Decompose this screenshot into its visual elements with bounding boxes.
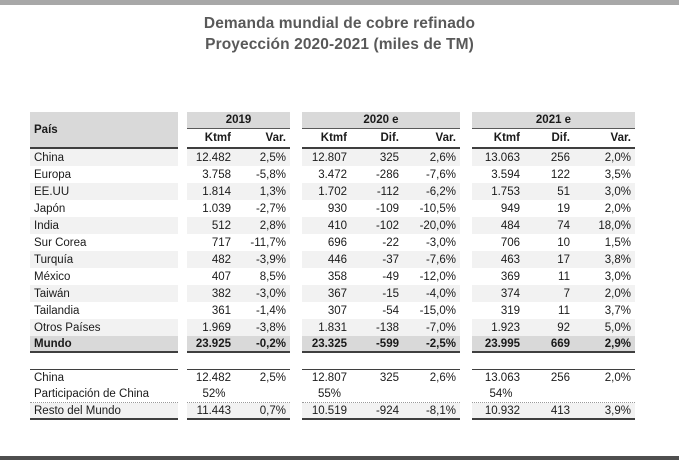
group-g2019 — [187, 251, 290, 268]
row-label: China — [30, 369, 178, 386]
column-gap — [290, 268, 302, 285]
column-gap — [178, 200, 187, 217]
cell-g2020-2: -7,6% — [425, 168, 456, 181]
subcolumn-header: Dif. — [551, 132, 570, 144]
row-label: Turquía — [30, 251, 178, 268]
cell-g2019-0: 12.482 — [195, 151, 231, 164]
cell-g2020-2: -7,0% — [425, 321, 456, 334]
group-g2021 — [472, 319, 635, 336]
group-g2020 — [302, 217, 460, 234]
cell-g2019-0: 11.443 — [196, 404, 231, 417]
table-row — [30, 200, 635, 217]
bottom-bar — [0, 456, 679, 460]
group-g2019 — [187, 336, 290, 353]
cell-g2020-0: 23.325 — [311, 337, 347, 350]
table-secondary-section — [30, 369, 635, 420]
copper-demand-table — [30, 112, 635, 420]
group-g2020 — [302, 200, 460, 217]
cell-g2021-1: 11 — [558, 304, 570, 317]
cell-g2020-1: 325 — [379, 372, 399, 384]
table-row — [30, 268, 635, 285]
cell-g2020-0: 696 — [327, 236, 347, 249]
table-row — [30, 251, 635, 268]
row-label: India — [30, 217, 178, 234]
column-gap — [178, 319, 187, 336]
column-gap — [460, 234, 472, 251]
cell-g2020-0: 410 — [327, 219, 347, 232]
group-g2021 — [472, 268, 635, 285]
row-label: Tailandia — [34, 304, 80, 317]
cell-g2021-1: 256 — [550, 151, 570, 164]
cell-g2021-0: 463 — [500, 253, 520, 266]
cell-g2020-0: 12.807 — [311, 372, 347, 384]
column-gap — [290, 112, 302, 149]
cell-g2019-0: 12.482 — [195, 372, 231, 384]
column-gap — [290, 369, 302, 386]
chart-title: Demanda mundial de cobre refinado — [203, 15, 476, 32]
column-gap — [460, 200, 472, 217]
cell-g2021-0: 10.932 — [484, 404, 520, 417]
cell-g2021-0: 1.753 — [491, 185, 520, 198]
cell-g2020-1: -138 — [375, 321, 399, 334]
column-gap — [178, 268, 187, 285]
cell-g2021-1: 122 — [550, 168, 570, 181]
group-g2019 — [187, 183, 290, 200]
cell-g2021-0: 369 — [500, 270, 520, 283]
year-label: 2021 e — [472, 112, 635, 129]
row-label: Otros Países — [30, 319, 178, 336]
column-gap — [290, 403, 302, 420]
group-g2021 — [472, 386, 635, 403]
cell-g2021-1: 17 — [557, 253, 570, 266]
row-label: Mundo — [30, 336, 178, 353]
cell-g2021-2: 3,8% — [604, 253, 631, 266]
cell-g2021-1: 74 — [557, 219, 570, 232]
column-gap — [460, 319, 472, 336]
column-gap — [178, 386, 187, 403]
cell-g2019-1: 0,7% — [259, 404, 286, 417]
table-row — [30, 166, 635, 183]
group-g2021 — [472, 149, 635, 166]
cell-g2020-0: 1.831 — [318, 321, 347, 334]
year-group-header-2019 — [187, 112, 290, 149]
cell-g2019-0: 1.814 — [202, 185, 231, 198]
column-gap — [460, 149, 472, 166]
cell-g2019-0: 23.925 — [195, 337, 231, 350]
cell-g2020-2: -3,0% — [425, 236, 456, 249]
group-g2020 — [302, 403, 460, 420]
table-row — [30, 302, 635, 319]
group-g2021 — [472, 234, 635, 251]
column-gap — [178, 302, 187, 319]
cell-g2021-2: 3,5% — [604, 168, 631, 181]
column-gap — [178, 403, 187, 420]
cell-g2021-1: 256 — [550, 372, 570, 384]
cell-g2021-2: 3,0% — [604, 270, 631, 283]
cell-g2020-0: 1.702 — [318, 185, 347, 198]
group-g2020 — [302, 234, 460, 251]
subcolumn-header-row — [302, 129, 460, 149]
cell-g2020-1: -286 — [375, 168, 399, 181]
cell-g2019-1: -5,8% — [255, 168, 286, 181]
cell-g2020-0: 367 — [327, 287, 347, 300]
group-g2019 — [187, 166, 290, 183]
cell-g2021-0: 13.063 — [484, 151, 520, 164]
cell-g2021-2: 18,0% — [598, 219, 631, 232]
row-label: Resto del Mundo — [30, 403, 178, 420]
column-gap — [460, 166, 472, 183]
cell-g2019-0: 1.969 — [202, 321, 231, 334]
column-gap — [290, 217, 302, 234]
cell-g2020-1: -22 — [382, 236, 399, 249]
table-row — [30, 234, 635, 251]
group-g2019 — [187, 217, 290, 234]
cell-g2021-2: 3,9% — [604, 404, 631, 417]
table-row — [30, 217, 635, 234]
cell-g2020-2: -4,0% — [425, 287, 456, 300]
group-g2019 — [187, 386, 290, 403]
group-g2021 — [472, 200, 635, 217]
column-gap — [460, 251, 472, 268]
table-row — [30, 149, 635, 166]
cell-g2021-1: 7 — [563, 287, 570, 300]
column-gap — [290, 149, 302, 166]
subcolumn-header-row — [187, 129, 290, 149]
cell-g2020-1: -49 — [382, 270, 399, 283]
column-gap — [178, 369, 187, 386]
cell-g2021-2: 2,9% — [604, 337, 631, 350]
subcolumn-header: Ktmf — [320, 132, 347, 144]
cell-g2021-0: 706 — [500, 236, 520, 249]
year-group-header-2020e — [302, 112, 460, 149]
cell-g2020-2: 2,6% — [429, 151, 456, 164]
cell-g2021-2: 3,7% — [604, 304, 631, 317]
group-g2019 — [187, 302, 290, 319]
cell-g2020-1: -599 — [375, 337, 399, 350]
cell-g2020-0: 307 — [327, 304, 347, 317]
subcolumn-header: Var. — [265, 132, 286, 144]
group-g2020 — [302, 386, 460, 403]
group-g2021 — [472, 403, 635, 420]
group-g2021 — [472, 336, 635, 353]
cell-g2021-0: 949 — [500, 202, 520, 215]
group-g2019 — [187, 285, 290, 302]
cell-g2020-2: -6,2% — [425, 185, 456, 198]
cell-g2020-0: 3.472 — [318, 168, 347, 181]
cell-g2019-1: 2,5% — [259, 372, 286, 384]
cell-g2021-0: 484 — [500, 219, 520, 232]
cell-g2021-1: 19 — [557, 202, 570, 215]
group-g2021 — [472, 166, 635, 183]
column-gap — [290, 386, 302, 403]
cell-g2020-2: -8,1% — [425, 404, 456, 417]
cell-g2021-2: 5,0% — [604, 321, 631, 334]
cell-g2020-0: 10.519 — [311, 404, 347, 417]
cell-g2021-1: 92 — [557, 321, 570, 334]
cell-g2020-2: -7,6% — [425, 253, 456, 266]
cell-g2020-2: -12,0% — [419, 270, 456, 283]
title-block — [0, 13, 679, 55]
column-gap — [290, 336, 302, 353]
column-gap — [178, 166, 187, 183]
group-g2021 — [472, 285, 635, 302]
cell-g2019-1: -3,0% — [255, 287, 286, 300]
cell-g2021-0: 374 — [500, 287, 520, 300]
group-g2020 — [302, 268, 460, 285]
column-gap — [290, 251, 302, 268]
cell-g2020-1: 325 — [379, 151, 399, 164]
group-g2020 — [302, 285, 460, 302]
cell-g2019-1: -1,4% — [255, 304, 286, 317]
subcolumn-header: Var. — [610, 132, 631, 144]
cell-g2019-0: 482 — [211, 253, 231, 266]
cell-g2020-1: -102 — [375, 219, 399, 232]
table-row — [30, 285, 635, 302]
cell-g2021-2: 2,0% — [604, 151, 631, 164]
column-gap — [178, 112, 187, 149]
column-gap — [178, 149, 187, 166]
cell-g2021-1: 413 — [550, 404, 570, 417]
row-label: Sur Corea — [34, 236, 87, 249]
cell-g2021-2: 1,5% — [604, 236, 631, 249]
row-label: Participación de China — [30, 386, 178, 403]
group-g2019 — [187, 319, 290, 336]
cell-g2019-0: 52% — [202, 388, 226, 400]
column-gap — [460, 302, 472, 319]
cell-g2019-1: 8,5% — [259, 270, 286, 283]
cell-g2019-1: 1,3% — [259, 185, 286, 198]
column-gap — [460, 112, 472, 149]
column-gap — [178, 217, 187, 234]
group-g2020 — [302, 319, 460, 336]
year-label: 2019 — [187, 112, 290, 129]
cell-g2019-1: -0,2% — [255, 337, 286, 350]
year-label: 2020 e — [302, 112, 460, 129]
cell-g2021-1: 669 — [550, 337, 570, 350]
cell-g2021-1: 11 — [558, 270, 570, 283]
cell-g2021-0: 54% — [489, 388, 513, 400]
cell-g2020-1: -924 — [375, 404, 399, 417]
cell-g2020-0: 358 — [327, 270, 347, 283]
cell-g2019-0: 1.039 — [202, 202, 231, 215]
cell-g2020-1: -54 — [382, 304, 399, 317]
cell-g2019-0: 717 — [211, 236, 231, 249]
group-g2021 — [472, 251, 635, 268]
secondary-row — [30, 386, 635, 403]
cell-g2019-1: 2,8% — [259, 219, 286, 232]
subcolumn-header-row — [472, 129, 635, 149]
cell-g2020-0: 55% — [317, 388, 342, 400]
cell-g2020-0: 446 — [327, 253, 347, 266]
cell-g2019-1: -3,9% — [255, 253, 286, 266]
subcolumn-header: Var. — [435, 132, 456, 144]
pais-column-header: País — [30, 112, 178, 149]
cell-g2019-1: -3,8% — [255, 321, 286, 334]
cell-g2021-1: 10 — [557, 236, 570, 249]
column-gap — [290, 200, 302, 217]
group-g2021 — [472, 183, 635, 200]
cell-g2021-2: 2,0% — [604, 372, 631, 384]
column-gap — [460, 268, 472, 285]
column-gap — [290, 166, 302, 183]
total-row-mundo — [30, 336, 635, 353]
cell-g2019-1: -2,7% — [255, 202, 286, 215]
column-gap — [290, 183, 302, 200]
group-g2019 — [187, 200, 290, 217]
cell-g2021-0: 1.923 — [491, 321, 520, 334]
group-g2020 — [302, 183, 460, 200]
cell-g2021-2: 2,0% — [604, 202, 631, 215]
column-gap — [460, 369, 472, 386]
column-gap — [460, 217, 472, 234]
subcolumn-header: Dif. — [380, 132, 399, 144]
cell-g2019-1: -11,7% — [250, 236, 286, 249]
subcolumn-header: Ktmf — [493, 132, 520, 144]
column-gap — [460, 285, 472, 302]
cell-g2020-0: 930 — [327, 202, 347, 215]
cell-g2020-2: -2,5% — [425, 337, 456, 350]
group-g2021 — [472, 369, 635, 386]
cell-g2021-2: 2,0% — [604, 287, 631, 300]
group-g2020 — [302, 149, 460, 166]
cell-g2021-0: 23.995 — [484, 337, 520, 350]
column-gap — [178, 234, 187, 251]
group-g2021 — [472, 217, 635, 234]
cell-g2020-1: -109 — [375, 202, 399, 215]
group-g2019 — [187, 149, 290, 166]
cell-g2021-0: 319 — [500, 304, 520, 317]
column-gap — [290, 234, 302, 251]
group-g2020 — [302, 369, 460, 386]
cell-g2021-2: 3,0% — [604, 185, 631, 198]
cell-g2021-1: 51 — [557, 185, 570, 198]
table-body — [30, 149, 635, 353]
group-g2019 — [187, 403, 290, 420]
table-row — [30, 183, 635, 200]
group-g2020 — [302, 251, 460, 268]
subcolumn-header: Ktmf — [204, 132, 231, 144]
column-gap — [460, 183, 472, 200]
cell-g2020-2: -15,0% — [419, 304, 456, 317]
column-gap — [178, 183, 187, 200]
year-group-header-2021e — [472, 112, 635, 149]
column-gap — [460, 336, 472, 353]
column-gap — [290, 302, 302, 319]
cell-g2021-0: 3.594 — [491, 168, 520, 181]
cell-g2021-0: 13.063 — [484, 372, 520, 384]
group-g2021 — [472, 302, 635, 319]
top-bar — [0, 0, 679, 5]
row-label: Europa — [34, 168, 72, 181]
column-gap — [178, 251, 187, 268]
column-gap — [460, 386, 472, 403]
cell-g2020-1: -15 — [382, 287, 399, 300]
group-g2019 — [187, 369, 290, 386]
group-g2020 — [302, 302, 460, 319]
cell-g2020-2: 2,6% — [429, 372, 456, 384]
group-g2019 — [187, 268, 290, 285]
cell-g2020-2: -10,5% — [419, 202, 456, 215]
row-label: Japón — [34, 202, 66, 215]
group-g2020 — [302, 166, 460, 183]
secondary-row — [30, 369, 635, 386]
column-gap — [178, 285, 187, 302]
cell-g2020-1: -37 — [382, 253, 399, 266]
cell-g2019-0: 3.758 — [202, 168, 231, 181]
row-label: EE.UU — [30, 183, 178, 200]
table-header — [30, 112, 635, 149]
column-gap — [290, 285, 302, 302]
cell-g2019-0: 512 — [211, 219, 231, 232]
cell-g2020-1: -112 — [376, 185, 399, 198]
cell-g2020-2: -20,0% — [419, 219, 456, 232]
cell-g2020-0: 12.807 — [311, 151, 347, 164]
column-gap — [460, 403, 472, 420]
secondary-row — [30, 403, 635, 420]
column-gap — [178, 336, 187, 353]
chart-subtitle: Proyección 2020-2021 (miles de TM) — [205, 36, 474, 53]
group-g2020 — [302, 336, 460, 353]
cell-g2019-1: 2,5% — [259, 151, 286, 164]
cell-g2019-0: 407 — [211, 270, 231, 283]
row-label: Taiwán — [30, 285, 178, 302]
cell-g2019-0: 361 — [211, 304, 231, 317]
table-row — [30, 319, 635, 336]
row-label: China — [30, 149, 178, 166]
group-g2019 — [187, 234, 290, 251]
cell-g2019-0: 382 — [211, 287, 231, 300]
column-gap — [290, 319, 302, 336]
row-label: México — [34, 270, 71, 283]
